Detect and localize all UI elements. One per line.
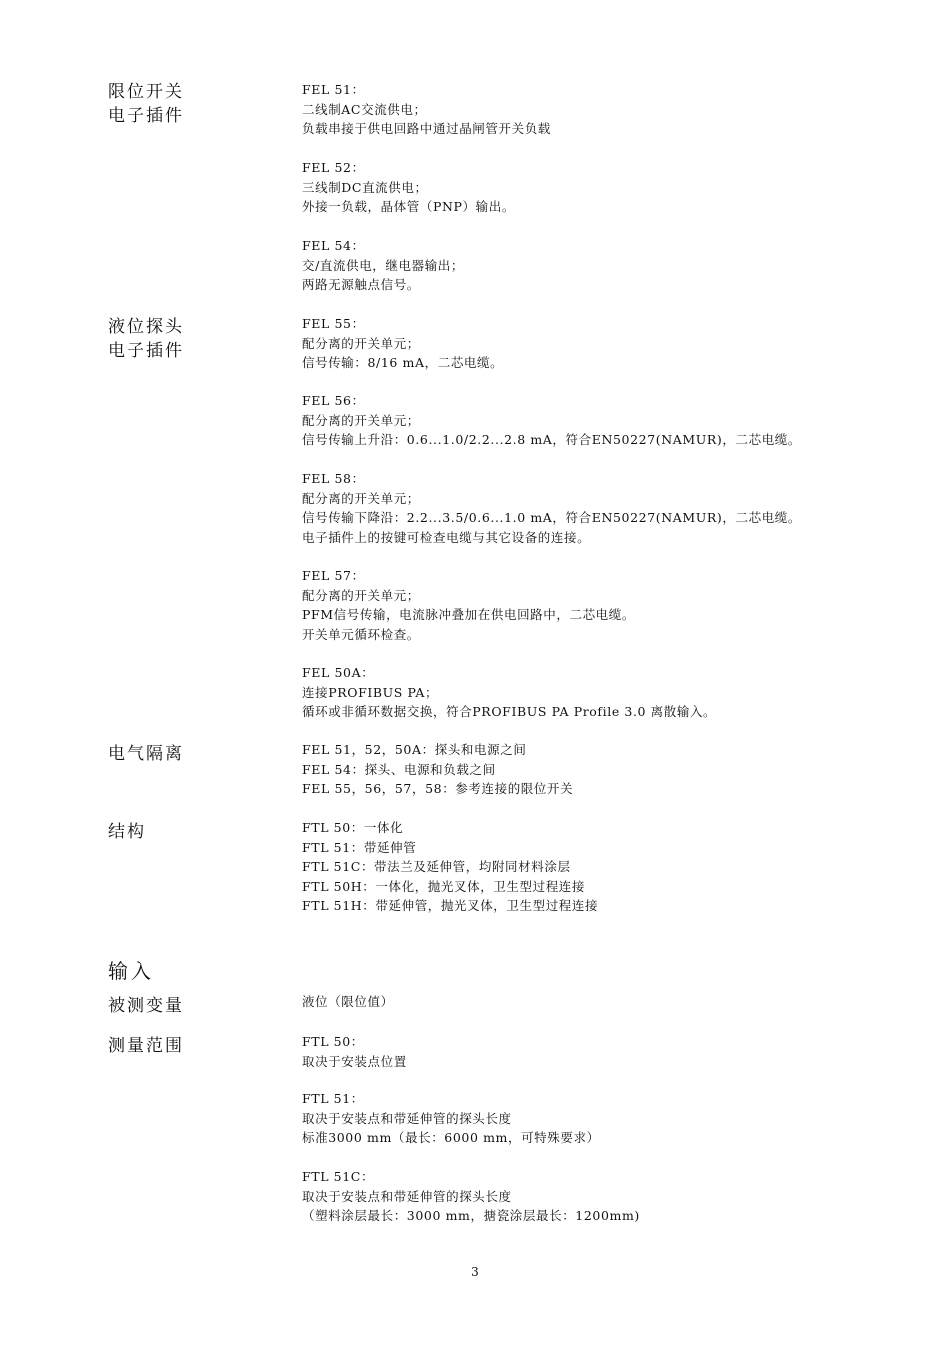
text-line: FEL 55： [302,316,365,331]
block-fel56 [302,391,922,450]
text-line: FEL 54： [302,238,365,253]
text-line: FEL 57： [302,568,365,583]
label-limit-switch: 限位开关 电子插件 [108,82,184,126]
block-fel58 [302,469,922,547]
text-line: 二线制AC交流供电； [302,101,427,117]
text-line: （塑料涂层最长：3000 mm，搪瓷涂层最长：1200mm) [302,1208,640,1224]
text-line: FEL 56： [302,393,365,408]
text-line: 标准3000 mm（最长：6000 mm，可特殊要求） [302,1130,600,1146]
text-line: FTL 51：带延伸管 [302,839,417,855]
text-line: FTL 51C：带法兰及延伸管，均附同材料涂层 [302,859,571,875]
text-line: FTL 50：一体化 [302,820,404,835]
text-line: PFM信号传输，电流脉冲叠加在供电回路中，二芯电缆。 [302,607,635,623]
block-structure [302,818,922,916]
text-line: 取决于安装点和带延伸管的探头长度 [302,1110,512,1126]
label-measuring-range: 测量范围 [108,1036,184,1056]
text-line: 液位（限位值） [302,994,394,1009]
text-line: 配分离的开关单元； [302,335,420,351]
text-line: FEL 52： [302,160,365,175]
block-fel55 [302,314,922,373]
text-line: FTL 50： [302,1034,364,1049]
text-line: 配分离的开关单元； [302,490,420,506]
block-fel57 [302,566,922,644]
block-fel51 [302,80,922,139]
text-line: 负载串接于供电回路中通过晶闸管开关负载 [302,121,551,137]
block-fel50a [302,663,922,722]
text-line: FEL 51，52，50A：探头和电源之间 [302,742,527,757]
text-line: FTL 51C： [302,1169,375,1184]
block-isolation [302,740,922,799]
block-range-ftl50 [302,1032,922,1071]
text-line: FEL 54：探头、电源和负载之间 [302,761,496,777]
label-probe: 液位探头 电子插件 [108,317,184,361]
text-line: FEL 51： [302,82,365,97]
page-number: 3 [471,1265,479,1279]
text-line: 配分离的开关单元； [302,587,420,603]
block-measured-variable [302,992,922,1012]
text-line: FEL 55，56，57，58：参考连接的限位开关 [302,781,574,797]
text-line: 信号传输上升沿：0.6...1.0/2.2...2.8 mA，符合EN50227(NAMUR)，二芯电缆。 [302,432,802,448]
text-line: 信号传输：8/16 mA，二芯电缆。 [302,355,504,371]
text-line: 交/直流供电，继电器输出； [302,257,465,273]
text-line: 连接PROFIBUS PA； [302,684,439,700]
label-measured-variable: 被测变量 [108,996,184,1016]
text-line: 电子插件上的按键可检查电缆与其它设备的连接。 [302,529,591,545]
text-line: 三线制DC直流供电； [302,179,428,195]
text-line: 循环或非循环数据交换，符合PROFIBUS PA Profile 3.0 离散输入。 [302,704,717,720]
text-line: 取决于安装点和带延伸管的探头长度 [302,1188,512,1204]
text-line: 开关单元循环检查。 [302,626,420,642]
text-line: 配分离的开关单元； [302,412,420,428]
text-line: 两路无源触点信号。 [302,277,420,293]
section-title-input: 输入 [108,959,154,983]
block-fel52 [302,158,922,217]
text-line: FTL 51： [302,1091,364,1106]
block-fel54 [302,236,922,295]
text-line: FTL 50H：一体化，抛光叉体，卫生型过程连接 [302,878,585,894]
text-line: FEL 50A： [302,665,375,680]
text-line: 外接一负载，晶体管（PNP）输出。 [302,199,515,215]
text-line: FTL 51H：带延伸管，抛光叉体，卫生型过程连接 [302,898,599,914]
text-line: FEL 58： [302,471,365,486]
text-line: 信号传输下降沿：2.2...3.5/0.6...1.0 mA，符合EN50227(NAMUR)，二芯电缆。 [302,510,802,526]
block-range-ftl51c [302,1167,922,1226]
label-isolation: 电气隔离 [108,744,184,764]
block-range-ftl51 [302,1089,922,1148]
text-line: 取决于安装点位置 [302,1053,407,1069]
label-structure: 结构 [108,822,146,842]
